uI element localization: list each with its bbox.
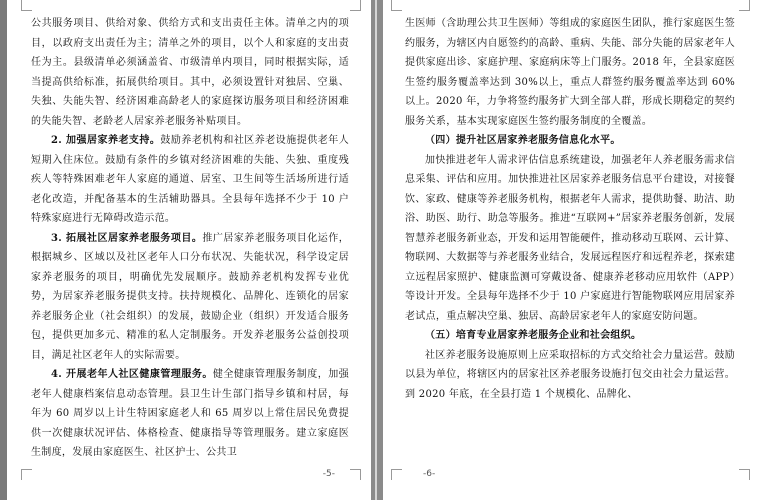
paragraph: 公共服务项目、供给对象、供给方式和支出责任主体。清单之内的项目，以政府支出责任为主；清单之外的项目，以个人和家庭的支出责任为主。县级清单必须涵盖省、市级清单内项目，同时根据实际，适当提高供给标准，拓展供给项目。其中，必须设置针对独居、空巢、失独、失能失智、经济困难高龄老人的家庭探访服务项目和经济困难的失能失智、老龄老人居家养老服务补贴项目。	[31, 18, 349, 127]
document-page-5	[7, 0, 371, 500]
crop-mark	[391, 0, 402, 11]
section-heading: （四）提升社区居家养老服务信息化水平。	[425, 135, 621, 146]
crop-mark	[350, 469, 361, 480]
paragraph-text: 鼓励养老机构和社区养老设施提供老年人短期入住床位。鼓励有条件的乡镇对经济困难的失能、失独、重度残疾人等特殊困难老年人家庭的通道、居室、卫生间等生活场所进行适老化改造，并配备基本的生活辅助器具。全县每年选择不少于 10 户特殊家庭进行无障碍改造示范。	[31, 135, 349, 224]
section-heading: （五）培育专业居家养老服务企业和社会组织。	[425, 330, 642, 341]
crop-mark	[739, 0, 750, 11]
section-heading: 3. 拓展社区居家养老服务项目。	[51, 232, 203, 244]
paragraph	[31, 365, 349, 463]
paragraph: 加快推进老年人需求评估信息系统建设，加强老年人养老服务需求信息采集、评估和应用。加快推进社区居家养老服务信息平台建设，对接餐饮、家政、健康等养老服务机构，根据老年人需求，提供助餐、助洁、助浴、助医、助行、助急等服务。推进“互联网+”居家养老服务创新，发展智慧养老服务新业态，开发和运用智能硬件，推动移动互联网、云计算、物联网、大数据等与养老服务业结合，发展远程医疗和远程养老，探索建立远程居家照护、健康监测可穿戴设备、健康养老移动应用软件（APP）等设计开发。全县每年选择不少于 10 户家庭进行智能物联网应用居家养老试点，重点解决空巢、独居、高龄居家老年人的家庭安防问题。	[405, 154, 735, 322]
page-number: -6-	[423, 469, 436, 479]
section-heading: 4. 开展老年人社区健康管理服务。	[51, 369, 213, 380]
document-page-6	[383, 0, 764, 500]
page-body	[405, 14, 735, 404]
paragraph	[31, 229, 349, 366]
section-heading: 2. 加强居家养老支持。	[51, 135, 161, 146]
page-number: -5-	[322, 469, 335, 479]
crop-mark	[739, 469, 750, 480]
crop-mark	[350, 0, 361, 11]
paragraph: 生医师（含助理公共卫生医师）等组成的家庭医生团队，推行家庭医生签约服务，为辖区内自愿签约的高龄、重病、失能、部分失能的居家老年人提供家庭出诊、家庭护理、家庭病床等上门服务。2018 年，全县家庭医生签约服务覆盖率达到 30%以上，重点人群签约服务覆盖率达到 60%以上。2020 年，力争将签约服务扩大到全部人群，形成长期稳定的契约服务关系，基本实现家庭医生签约服务制度的全覆盖。	[405, 18, 735, 127]
crop-mark	[21, 0, 32, 11]
page-body	[31, 14, 349, 463]
paragraph: 社区养老服务设施原则上应采取招标的方式交给社会力量运营。鼓励以县为单位，将辖区内的居家社区养老服务设施打包交由社会力量运营。到 2020 年底，在全县打造 1 个规模化、品牌化、	[405, 349, 735, 400]
left-window-edge	[0, 0, 7, 500]
page-gap	[371, 0, 383, 500]
paragraph	[31, 131, 349, 229]
crop-mark	[391, 469, 402, 480]
crop-mark	[21, 469, 32, 480]
paragraph-text: 推广居家养老服务项目化运作，根据城乡、区域以及社区老年人口分布状况、失能状况，科学设定居家养老服务的项目，明确优先发展顺序。鼓励养老机构发挥专业优势，为居家养老服务提供支持。扶持规模化、品牌化、连锁化的居家养老服务企业（社会组织）的发展，鼓励企业（组织）开发适合服务包，提供更加多元、精准的私人定制服务。开发养老服务公益创投项目，满足社区老年人的实际需要。	[31, 232, 349, 361]
paragraph-text: 健全健康管理服务制度，加强老年人健康档案信息动态管理。县卫生计生部门指导乡镇和村居，每年为 60 周岁以上计生特困家庭老人和 65 周岁以上常住居民免费提供一次健康状况评估、体格检查、健康指导等管理服务。建立家庭医生制度，发展由家庭医生、社区护士、公共卫	[31, 369, 349, 458]
